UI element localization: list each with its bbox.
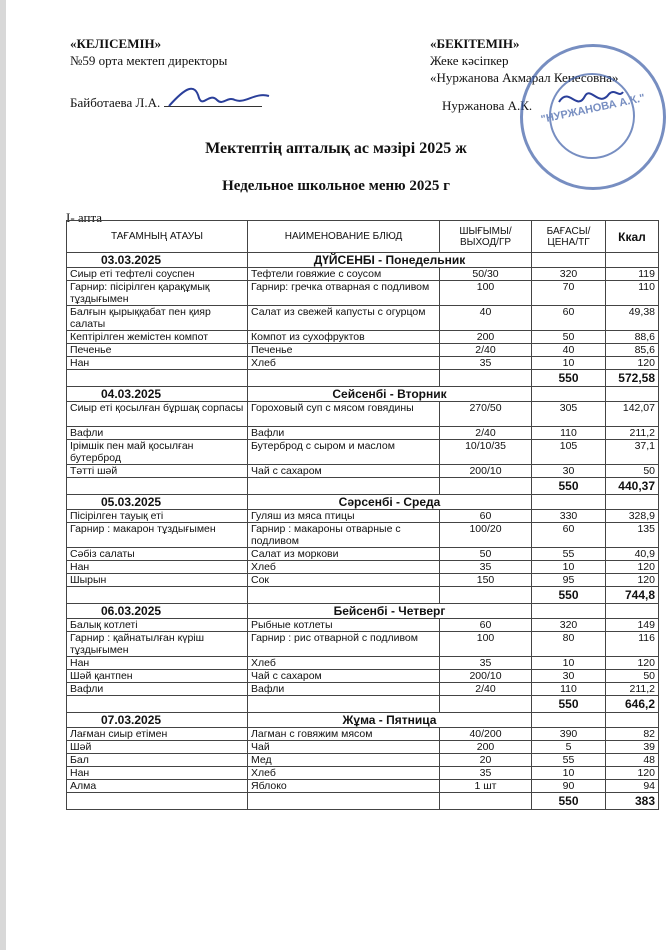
day-total-row xyxy=(67,587,659,604)
total-blank-cell xyxy=(248,478,440,495)
total-blank-cell xyxy=(248,587,440,604)
day-name: Жұма - Пятница xyxy=(248,713,532,728)
day-header-row xyxy=(67,253,659,268)
dish-output: 50/30 xyxy=(440,268,532,281)
week-label: І- апта xyxy=(66,210,103,225)
day-blank-cell xyxy=(606,713,659,728)
dish-name-ru: Хлеб xyxy=(248,357,440,370)
director-name: Байботаева Л.А. xyxy=(70,95,161,110)
dish-name-ru: Гарнир : макароны отварные с подливом xyxy=(248,523,440,548)
dish-name-ru: Хлеб xyxy=(248,767,440,780)
total-blank-cell xyxy=(67,793,248,810)
day-name: Сейсенбі - Вторник xyxy=(248,387,532,402)
dish-name-ru: Бутерброд с сыром и маслом xyxy=(248,440,440,465)
col-header-output: ШЫҒЫМЫ/ ВЫХОД/ГР xyxy=(440,221,532,253)
dish-name-ru: Чай с сахаром xyxy=(248,670,440,683)
dish-name-kz: Шәй қантпен xyxy=(67,670,248,683)
dish-price: 30 xyxy=(532,670,606,683)
dish-kcal: 120 xyxy=(606,357,659,370)
dish-output: 35 xyxy=(440,561,532,574)
dish-name-kz: Гарнир : макарон тұздығымен xyxy=(67,523,248,548)
dish-name-kz: Бал xyxy=(67,754,248,767)
dish-output: 60 xyxy=(440,619,532,632)
dish-kcal: 120 xyxy=(606,574,659,587)
dish-name-ru: Мед xyxy=(248,754,440,767)
total-blank-cell xyxy=(440,370,532,387)
dish-kcal: 94 xyxy=(606,780,659,793)
menu-item-row xyxy=(67,268,659,281)
day-blank-cell xyxy=(606,495,659,510)
dish-output: 35 xyxy=(440,657,532,670)
dish-price: 390 xyxy=(532,728,606,741)
dish-name-ru: Рыбные котлеты xyxy=(248,619,440,632)
dish-output: 100 xyxy=(440,281,532,306)
col-header-name-kz: ТАҒАМНЫҢ АТАУЫ xyxy=(67,221,248,253)
menu-item-row xyxy=(67,741,659,754)
total-blank-cell xyxy=(248,696,440,713)
dish-price: 10 xyxy=(532,561,606,574)
dish-output: 100/20 xyxy=(440,523,532,548)
dish-price: 40 xyxy=(532,344,606,357)
dish-kcal: 48 xyxy=(606,754,659,767)
menu-item-row xyxy=(67,754,659,767)
dish-price: 10 xyxy=(532,767,606,780)
day-blank-cell xyxy=(532,604,606,619)
dish-price: 90 xyxy=(532,780,606,793)
menu-item-row xyxy=(67,440,659,465)
day-total-price: 550 xyxy=(532,587,606,604)
dish-name-kz: Балық котлеті xyxy=(67,619,248,632)
dish-kcal: 39 xyxy=(606,741,659,754)
menu-item-row xyxy=(67,344,659,357)
menu-item-row xyxy=(67,427,659,440)
dish-name-kz: Пісірілген тауық еті xyxy=(67,510,248,523)
title-kz: Мектептің апталық ас мәзірі 2025 ж xyxy=(205,140,467,157)
dish-name-kz: Сәбіз салаты xyxy=(67,548,248,561)
dish-price: 30 xyxy=(532,465,606,478)
day-header-row xyxy=(67,713,659,728)
total-blank-cell xyxy=(440,478,532,495)
dish-name-kz: Сиыр еті қосылған бұршақ сорпасы xyxy=(67,402,248,427)
dish-name-kz: Шәй xyxy=(67,741,248,754)
total-blank-cell xyxy=(67,478,248,495)
day-name: ДҮЙСЕНБІ - Понедельник xyxy=(248,253,532,268)
dish-name-ru: Хлеб xyxy=(248,561,440,574)
dish-kcal: 328,9 xyxy=(606,510,659,523)
menu-item-row xyxy=(67,357,659,370)
menu-item-row xyxy=(67,402,659,427)
day-total-price: 550 xyxy=(532,478,606,495)
dish-name-kz: Нан xyxy=(67,561,248,574)
day-total-row xyxy=(67,793,659,810)
dish-name-ru: Чай с сахаром xyxy=(248,465,440,478)
menu-item-row xyxy=(67,281,659,306)
menu-item-row xyxy=(67,574,659,587)
dish-name-ru: Яблоко xyxy=(248,780,440,793)
entrepreneur-signer: Нуржанова А.К. xyxy=(442,98,533,113)
director-signature xyxy=(165,78,275,114)
dish-name-kz: Лағман сиыр етімен xyxy=(67,728,248,741)
day-total-kcal: 572,58 xyxy=(606,370,659,387)
dish-kcal: 211,2 xyxy=(606,683,659,696)
day-total-price: 550 xyxy=(532,793,606,810)
dish-output: 200/10 xyxy=(440,670,532,683)
entrepreneur-label: Жеке кәсіпкер xyxy=(430,53,509,68)
day-blank-cell xyxy=(532,495,606,510)
dish-kcal: 116 xyxy=(606,632,659,657)
dish-name-kz: Нан xyxy=(67,357,248,370)
total-blank-cell xyxy=(248,370,440,387)
dish-kcal: 40,9 xyxy=(606,548,659,561)
total-blank-cell xyxy=(67,370,248,387)
dish-price: 55 xyxy=(532,754,606,767)
dish-kcal: 211,2 xyxy=(606,427,659,440)
dish-price: 320 xyxy=(532,268,606,281)
day-total-row xyxy=(67,696,659,713)
dish-output: 100 xyxy=(440,632,532,657)
director-position: №59 орта мектеп директоры xyxy=(70,53,228,68)
menu-item-row xyxy=(67,523,659,548)
dish-output: 270/50 xyxy=(440,402,532,427)
dish-price: 5 xyxy=(532,741,606,754)
menu-body xyxy=(67,253,659,810)
dish-output: 10/10/35 xyxy=(440,440,532,465)
day-blank-cell xyxy=(532,713,606,728)
dish-kcal: 142,07 xyxy=(606,402,659,427)
dish-kcal: 50 xyxy=(606,670,659,683)
dish-price: 305 xyxy=(532,402,606,427)
day-blank-cell xyxy=(606,387,659,402)
menu-item-row xyxy=(67,767,659,780)
dish-name-kz: Кептірілген жемістен компот xyxy=(67,331,248,344)
menu-item-row xyxy=(67,657,659,670)
dish-output: 150 xyxy=(440,574,532,587)
dish-output: 200/10 xyxy=(440,465,532,478)
total-blank-cell xyxy=(440,793,532,810)
dish-price: 330 xyxy=(532,510,606,523)
day-total-kcal: 744,8 xyxy=(606,587,659,604)
day-blank-cell xyxy=(532,387,606,402)
day-name: Сәрсенбі - Среда xyxy=(248,495,532,510)
dish-price: 70 xyxy=(532,281,606,306)
dish-kcal: 120 xyxy=(606,767,659,780)
dish-output: 1 шт xyxy=(440,780,532,793)
menu-item-row xyxy=(67,561,659,574)
dish-kcal: 135 xyxy=(606,523,659,548)
dish-name-ru: Гороховый суп с мясом говядины xyxy=(248,402,440,427)
day-blank-cell xyxy=(606,253,659,268)
day-blank-cell xyxy=(606,604,659,619)
dish-name-ru: Сок xyxy=(248,574,440,587)
col-header-name-ru: НАИМЕНОВАНИЕ БЛЮД xyxy=(248,221,440,253)
dish-price: 10 xyxy=(532,357,606,370)
total-blank-cell xyxy=(67,696,248,713)
dish-kcal: 49,38 xyxy=(606,306,659,331)
dish-price: 60 xyxy=(532,306,606,331)
menu-item-row xyxy=(67,670,659,683)
dish-kcal: 110 xyxy=(606,281,659,306)
dish-name-kz: Вафли xyxy=(67,683,248,696)
dish-output: 20 xyxy=(440,754,532,767)
day-total-kcal: 646,2 xyxy=(606,696,659,713)
day-total-row xyxy=(67,370,659,387)
menu-item-row xyxy=(67,619,659,632)
dish-name-kz: Ірімшік пен май қосылған бутерброд xyxy=(67,440,248,465)
table-header-row xyxy=(67,221,659,253)
day-date: 05.03.2025 xyxy=(67,495,248,510)
dish-output: 40/200 xyxy=(440,728,532,741)
dish-kcal: 85,6 xyxy=(606,344,659,357)
day-total-price: 550 xyxy=(532,370,606,387)
menu-item-row xyxy=(67,683,659,696)
dish-output: 35 xyxy=(440,357,532,370)
dish-name-ru: Компот из сухофруктов xyxy=(248,331,440,344)
day-header-row xyxy=(67,495,659,510)
dish-output: 35 xyxy=(440,767,532,780)
dish-price: 10 xyxy=(532,657,606,670)
menu-item-row xyxy=(67,465,659,478)
dish-name-kz: Балғын қырыққабат пен қияр салаты xyxy=(67,306,248,331)
dish-kcal: 37,1 xyxy=(606,440,659,465)
menu-item-row xyxy=(67,306,659,331)
day-name: Бейсенбі - Четверг xyxy=(248,604,532,619)
dish-price: 110 xyxy=(532,427,606,440)
total-blank-cell xyxy=(440,696,532,713)
dish-output: 2/40 xyxy=(440,344,532,357)
agreed-title: «КЕЛІСЕМІН» xyxy=(70,36,162,51)
day-date: 04.03.2025 xyxy=(67,387,248,402)
stamp-text: "НУРЖАНОВА А.К." xyxy=(539,92,647,126)
dish-name-ru: Салат из моркови xyxy=(248,548,440,561)
dish-output: 200 xyxy=(440,741,532,754)
dish-name-kz: Печенье xyxy=(67,344,248,357)
day-date: 07.03.2025 xyxy=(67,713,248,728)
dish-price: 55 xyxy=(532,548,606,561)
official-stamp xyxy=(520,44,666,190)
dish-output: 40 xyxy=(440,306,532,331)
dish-kcal: 119 xyxy=(606,268,659,281)
menu-item-row xyxy=(67,548,659,561)
dish-name-ru: Хлеб xyxy=(248,657,440,670)
dish-output: 60 xyxy=(440,510,532,523)
dish-kcal: 50 xyxy=(606,465,659,478)
menu-item-row xyxy=(67,728,659,741)
day-total-kcal: 383 xyxy=(606,793,659,810)
dish-price: 80 xyxy=(532,632,606,657)
col-header-price: БАҒАСЫ/ ЦЕНА/ТГ xyxy=(532,221,606,253)
dish-price: 110 xyxy=(532,683,606,696)
total-blank-cell xyxy=(248,793,440,810)
approved-title: «БЕКІТЕМІН» xyxy=(430,36,520,51)
dish-name-ru: Печенье xyxy=(248,344,440,357)
day-header-row xyxy=(67,604,659,619)
dish-name-kz: Алма xyxy=(67,780,248,793)
dish-name-ru: Тефтели говяжие с соусом xyxy=(248,268,440,281)
dish-price: 50 xyxy=(532,331,606,344)
dish-name-kz: Шырын xyxy=(67,574,248,587)
day-header-row xyxy=(67,387,659,402)
dish-kcal: 82 xyxy=(606,728,659,741)
dish-price: 60 xyxy=(532,523,606,548)
dish-name-ru: Вафли xyxy=(248,683,440,696)
dish-name-kz: Тәтті шәй xyxy=(67,465,248,478)
dish-name-ru: Лагман с говяжим мясом xyxy=(248,728,440,741)
approval-left xyxy=(70,35,227,69)
dish-name-ru: Салат из свежей капусты с огурцом xyxy=(248,306,440,331)
dish-output: 200 xyxy=(440,331,532,344)
col-header-kcal: Ккал xyxy=(606,221,659,253)
title-ru: Недельное школьное меню 2025 г xyxy=(222,178,450,194)
dish-output: 2/40 xyxy=(440,683,532,696)
day-total-kcal: 440,37 xyxy=(606,478,659,495)
dish-name-ru: Гарнир: гречка отварная с подливом xyxy=(248,281,440,306)
dish-name-ru: Чай xyxy=(248,741,440,754)
dish-output: 2/40 xyxy=(440,427,532,440)
menu-item-row xyxy=(67,632,659,657)
dish-name-kz: Гарнир: пісірілген қарақұмық тұздығымен xyxy=(67,281,248,306)
day-total-row xyxy=(67,478,659,495)
menu-table xyxy=(66,220,659,810)
dish-name-kz: Гарнир : қайнатылған күріш тұздығымен xyxy=(67,632,248,657)
menu-item-row xyxy=(67,780,659,793)
dish-name-kz: Вафли xyxy=(67,427,248,440)
dish-kcal: 88,6 xyxy=(606,331,659,344)
dish-kcal: 120 xyxy=(606,561,659,574)
total-blank-cell xyxy=(440,587,532,604)
menu-item-row xyxy=(67,331,659,344)
day-blank-cell xyxy=(532,253,606,268)
dish-price: 320 xyxy=(532,619,606,632)
dish-name-ru: Гарнир : рис отварной с подливом xyxy=(248,632,440,657)
menu-item-row xyxy=(67,510,659,523)
dish-name-kz: Сиыр еті тефтелі соуспен xyxy=(67,268,248,281)
day-total-price: 550 xyxy=(532,696,606,713)
dish-name-ru: Вафли xyxy=(248,427,440,440)
total-blank-cell xyxy=(67,587,248,604)
day-date: 06.03.2025 xyxy=(67,604,248,619)
entrepreneur-signature xyxy=(555,82,625,116)
day-date: 03.03.2025 xyxy=(67,253,248,268)
dish-price: 105 xyxy=(532,440,606,465)
dish-kcal: 120 xyxy=(606,657,659,670)
dish-price: 95 xyxy=(532,574,606,587)
dish-kcal: 149 xyxy=(606,619,659,632)
dish-output: 50 xyxy=(440,548,532,561)
dish-name-kz: Нан xyxy=(67,767,248,780)
dish-name-ru: Гуляш из мяса птицы xyxy=(248,510,440,523)
dish-name-kz: Нан xyxy=(67,657,248,670)
entrepreneur-name: «Нуржанова Акмарал Кенесовна» xyxy=(430,70,619,85)
